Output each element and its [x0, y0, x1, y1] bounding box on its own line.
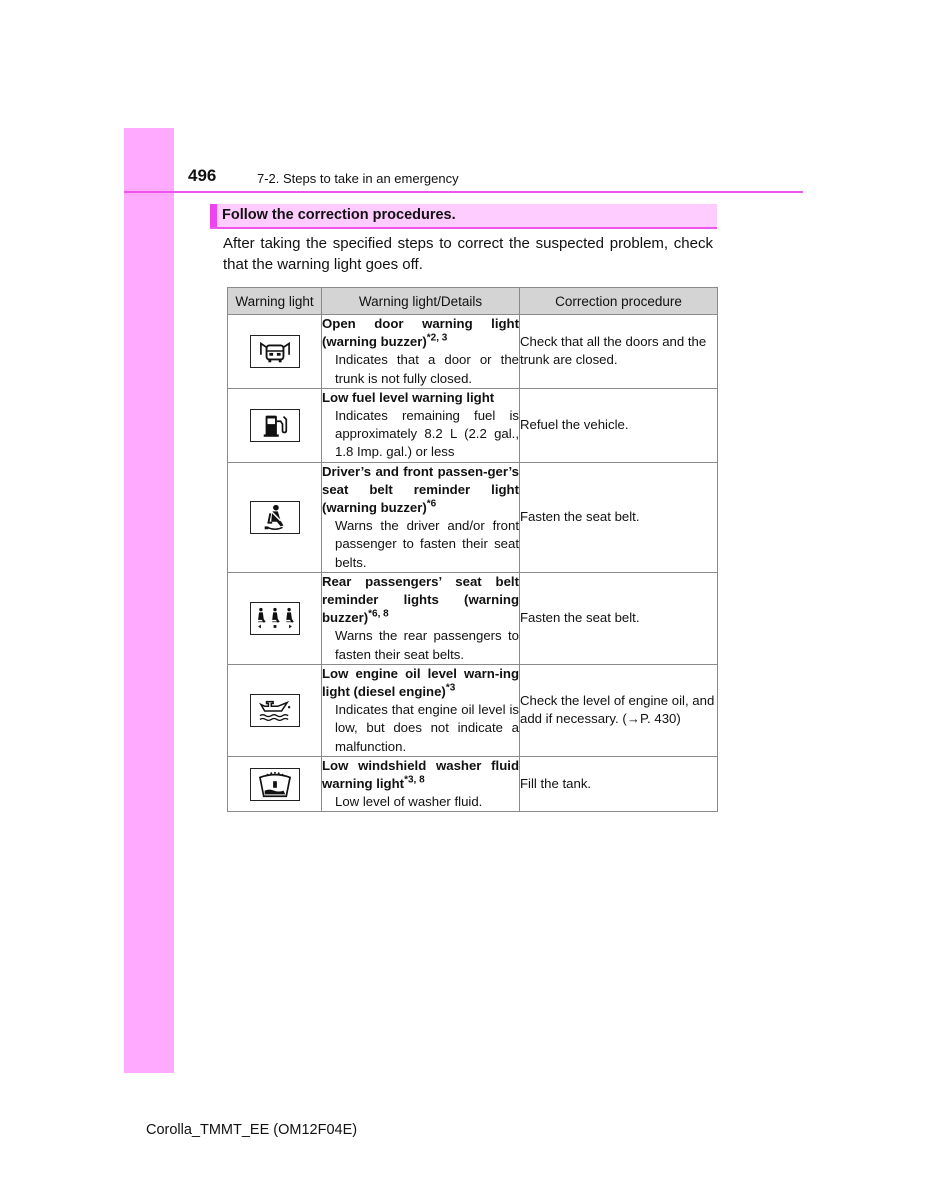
table-row	[228, 462, 718, 572]
heading-marker	[210, 204, 217, 227]
correction-procedure: Check the level of engine oil, and add if necessary. (→P. 430)	[520, 664, 718, 756]
table-row	[228, 572, 718, 664]
warning-light-name: Open door warning light (warning buzzer)$^{*2, 3}$	[322, 316, 519, 350]
correction-procedure: Fasten the seat belt.	[520, 462, 718, 572]
details-cell	[322, 664, 520, 756]
correction-procedure: Fasten the seat belt.	[520, 572, 718, 664]
icon-cell	[228, 462, 322, 572]
footnote-marker: *3	[445, 682, 456, 694]
correction-procedure: Fill the tank.	[520, 756, 718, 812]
document-footer: Corolla_TMMT_EE (OM12F04E)	[146, 1122, 358, 1138]
details-cell	[322, 388, 520, 462]
table-row	[228, 388, 718, 462]
column-header-procedure: Correction procedure	[520, 288, 718, 315]
rear-seat-belt-icon	[250, 602, 300, 635]
section-heading-text: Follow the correction procedures.	[222, 207, 456, 223]
icon-cell	[228, 756, 322, 812]
footnote-marker: *6, 8	[368, 608, 389, 620]
warning-light-description: Indicates that a door or the trunk is not fully closed.	[335, 352, 519, 386]
warning-light-description: Low level of washer fluid.	[335, 794, 483, 810]
icon-cell	[228, 388, 322, 462]
running-head: 7-2. Steps to take in an emergency	[257, 171, 459, 186]
correction-procedure: Refuel the vehicle.	[520, 388, 718, 462]
warning-light-name: Driver’s and front passen-ger’s seat belt reminder light (warning buzzer)$^{*6}$	[322, 463, 519, 516]
side-tab-band	[124, 128, 174, 1073]
warning-light-name: Low fuel level warning light	[322, 389, 495, 405]
column-header-warning-light: Warning light	[228, 288, 322, 315]
page-number: 496	[188, 166, 217, 185]
warning-light-description: Indicates that engine oil level is low, but does not indicate a malfunction.	[335, 702, 519, 754]
header-rule	[124, 191, 803, 193]
details-cell	[322, 756, 520, 812]
intro-paragraph: After taking the specified steps to correct the suspected problem, check that the warning light goes off.	[223, 235, 713, 273]
oil-can-icon	[250, 694, 300, 727]
correction-procedure: Check that all the doors and the trunk are closed.	[520, 315, 718, 389]
warning-light-name: Low windshield washer fluid warning light$^{*3, 8}$	[322, 757, 519, 792]
fuel-pump-icon	[250, 409, 300, 442]
warning-light-description: Indicates remaining fuel is approximately 8.2 L (2.2 gal., 1.8 Imp. gal.) or less	[335, 408, 519, 460]
warning-light-name: Low engine oil level warn-ing light (diesel engine)$^{*3}$	[322, 665, 519, 700]
icon-cell	[228, 664, 322, 756]
footnote-marker: *2, 3	[426, 332, 448, 344]
icon-cell	[228, 315, 322, 389]
open-door-warning-icon	[250, 335, 300, 368]
column-header-details: Warning light/Details	[322, 288, 520, 315]
icon-cell	[228, 572, 322, 664]
warning-light-description: Warns the rear passengers to fasten their seat belts.	[335, 628, 519, 662]
warning-light-table	[227, 287, 718, 812]
warning-light-description: Warns the driver and/or front passenger to fasten their seat belts.	[335, 518, 519, 570]
section-heading	[210, 204, 717, 229]
footnote-marker: *3, 8	[404, 774, 425, 786]
seat-belt-icon	[250, 501, 300, 534]
table-header-row	[228, 288, 718, 315]
warning-light-name: Rear passengers’ seat belt reminder lights (warning buzzer)$^{*6, 8}$	[322, 573, 519, 626]
washer-fluid-icon	[250, 768, 300, 801]
details-cell	[322, 462, 520, 572]
table-row	[228, 664, 718, 756]
table-row	[228, 756, 718, 812]
details-cell	[322, 315, 520, 389]
footnote-marker: *6	[426, 498, 437, 510]
table-row	[228, 315, 718, 389]
details-cell	[322, 572, 520, 664]
